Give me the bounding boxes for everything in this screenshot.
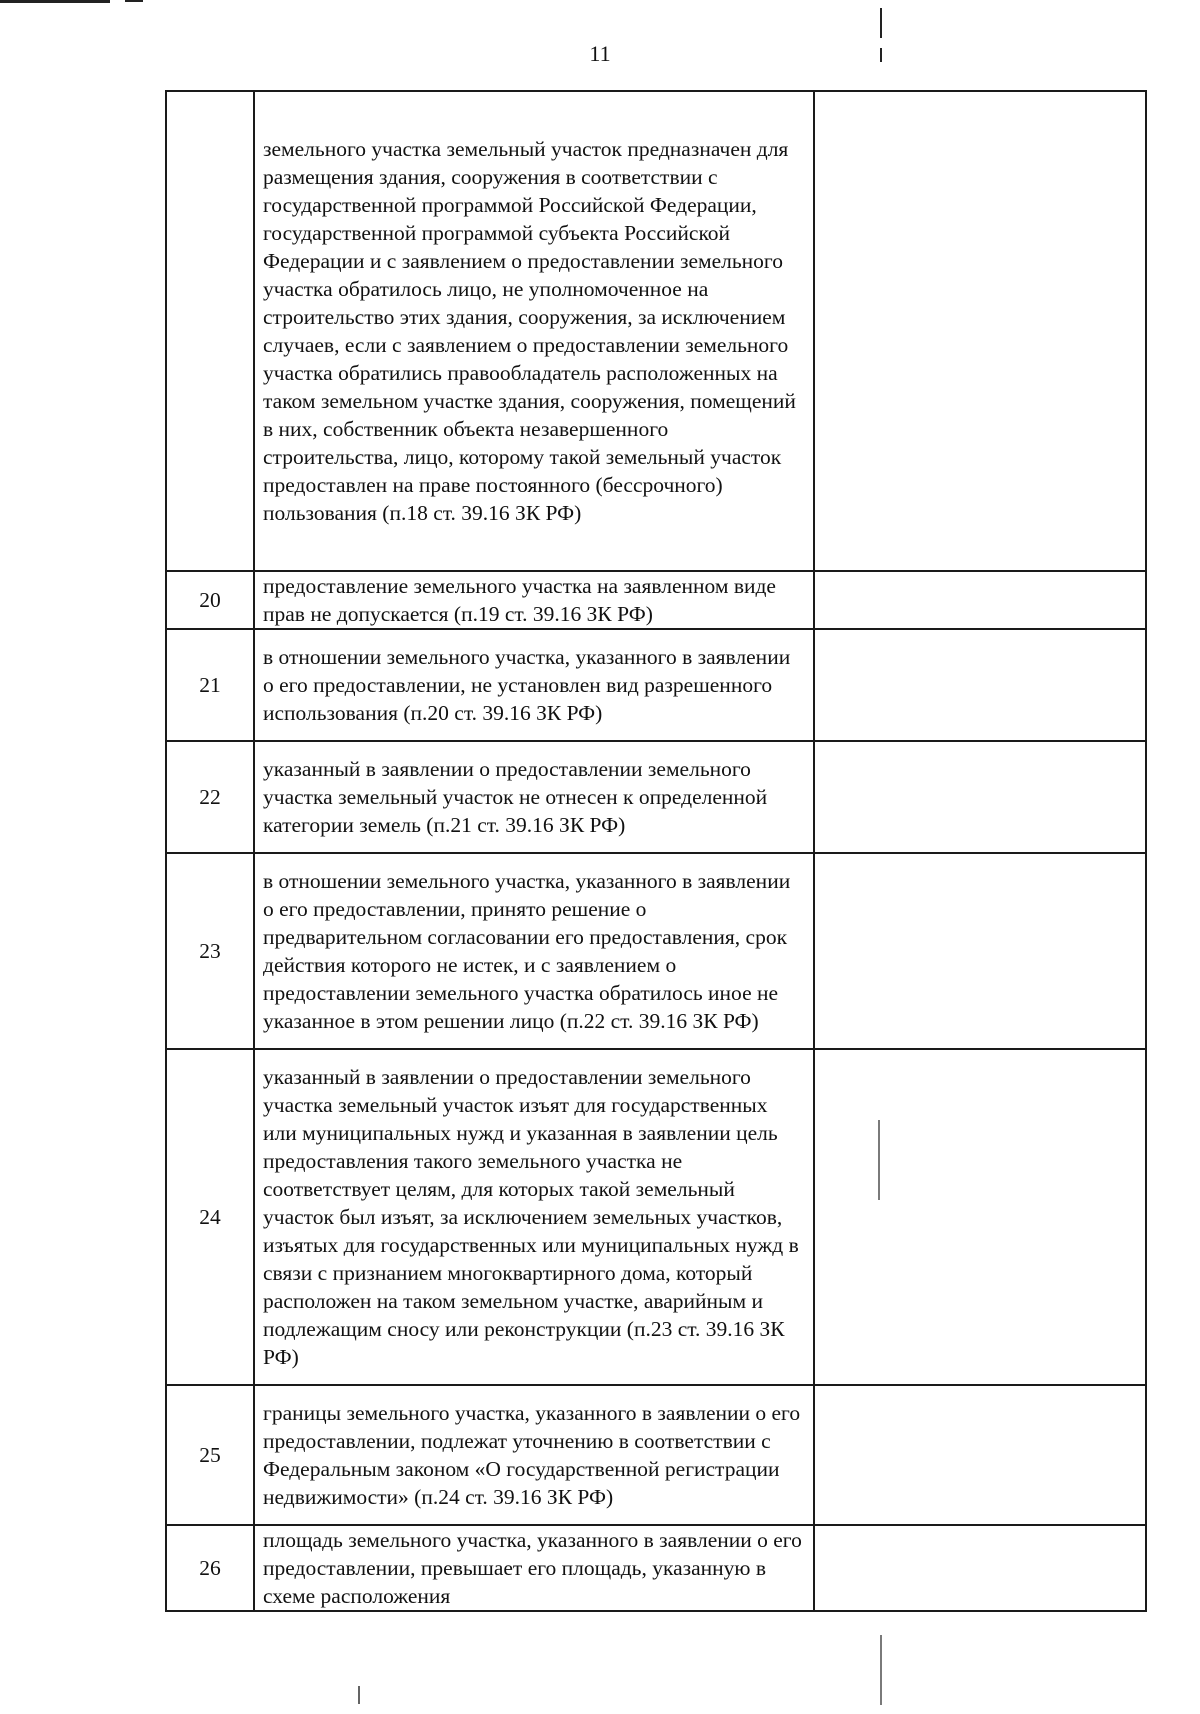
row-text: в отношении земельного участка, указанного в заявлении о его предоставлении, не установлен вид разрешенного использования (п.20 ст. 39.16 ЗК РФ) [254,629,814,741]
scan-edge-mark [0,0,110,3]
table-row [166,1525,1146,1611]
table-row [166,629,1146,741]
table-row [166,741,1146,853]
row-text: границы земельного участка, указанного в заявлении о его предоставлении, подлежат уточнению в соответствии с Федеральным законом «О государственной регистрации недвижимости» (п.24 ст. 39.16 ЗК РФ) [254,1385,814,1525]
empty-cell [814,571,1146,629]
empty-cell [814,741,1146,853]
empty-cell [814,1049,1146,1385]
row-number: 25 [166,1385,254,1525]
row-number: 24 [166,1049,254,1385]
row-number: 20 [166,571,254,629]
row-text: предоставление земельного участка на заявленном виде прав не допускается (п.19 ст. 39.16 ЗК РФ) [254,571,814,629]
empty-cell [814,91,1146,571]
grounds-table [165,90,1147,1612]
table-row [166,1385,1146,1525]
table-row [166,91,1146,571]
table-row [166,853,1146,1049]
row-number: 21 [166,629,254,741]
row-text: указанный в заявлении о предоставлении земельного участка земельный участок не отнесен к определенной категории земель (п.21 ст. 39.16 ЗК РФ) [254,741,814,853]
empty-cell [814,1525,1146,1611]
scan-edge-mark [125,0,143,2]
empty-cell [814,1385,1146,1525]
scan-edge-mark [880,8,882,38]
row-text: площадь земельного участка, указанного в заявлении о его предоставлении, превышает его площадь, указанную в схеме расположения [254,1525,814,1611]
scan-edge-mark [880,1635,882,1705]
table-row [166,571,1146,629]
scan-edge-mark [358,1686,360,1704]
row-text: земельного участка земельный участок предназначен для размещения здания, сооружения в соответствии с государственной программой Российской Федерации, государственной программой субъекта Российской Федерации и с заявлением о предоставлении земельного участка обратилось лицо, не уполномоченное на строительство этих здания, сооружения, за исключением случаев, если с заявлением о предоставлении земельного участка обратились правообладатель расположенных на таком земельном участке здания, сооружения, помещений в них, собственник объекта незавершенного строительства, лицо, которому такой земельный участок предоставлен на праве постоянного (бессрочного) пользования (п.18 ст. 39.16 ЗК РФ) [254,91,814,571]
row-number: 22 [166,741,254,853]
row-text: указанный в заявлении о предоставлении земельного участка земельный участок изъят для государственных или муниципальных нужд и указанная в заявлении цель предоставления такого земельного участка не соответствует целям, для которых такой земельный участок был изъят, за исключением земельных участков, изъятых для государственных или муниципальных нужд в связи с признанием многоквартирного дома, который расположен на таком земельном участке, аварийным и подлежащим сносу или реконструкции (п.23 ст. 39.16 ЗК РФ) [254,1049,814,1385]
empty-cell [814,853,1146,1049]
row-number [166,91,254,571]
page-number: 11 [589,41,611,66]
row-number: 23 [166,853,254,1049]
row-text: в отношении земельного участка, указанного в заявлении о его предоставлении, принято решение о предварительном согласовании его предоставления, срок действия которого не истек, и с заявлением о предоставлении земельного участка обратилось иное не указанное в этом решении лицо (п.22 ст. 39.16 ЗК РФ) [254,853,814,1049]
row-number: 26 [166,1525,254,1611]
empty-cell [814,629,1146,741]
table-row [166,1049,1146,1385]
